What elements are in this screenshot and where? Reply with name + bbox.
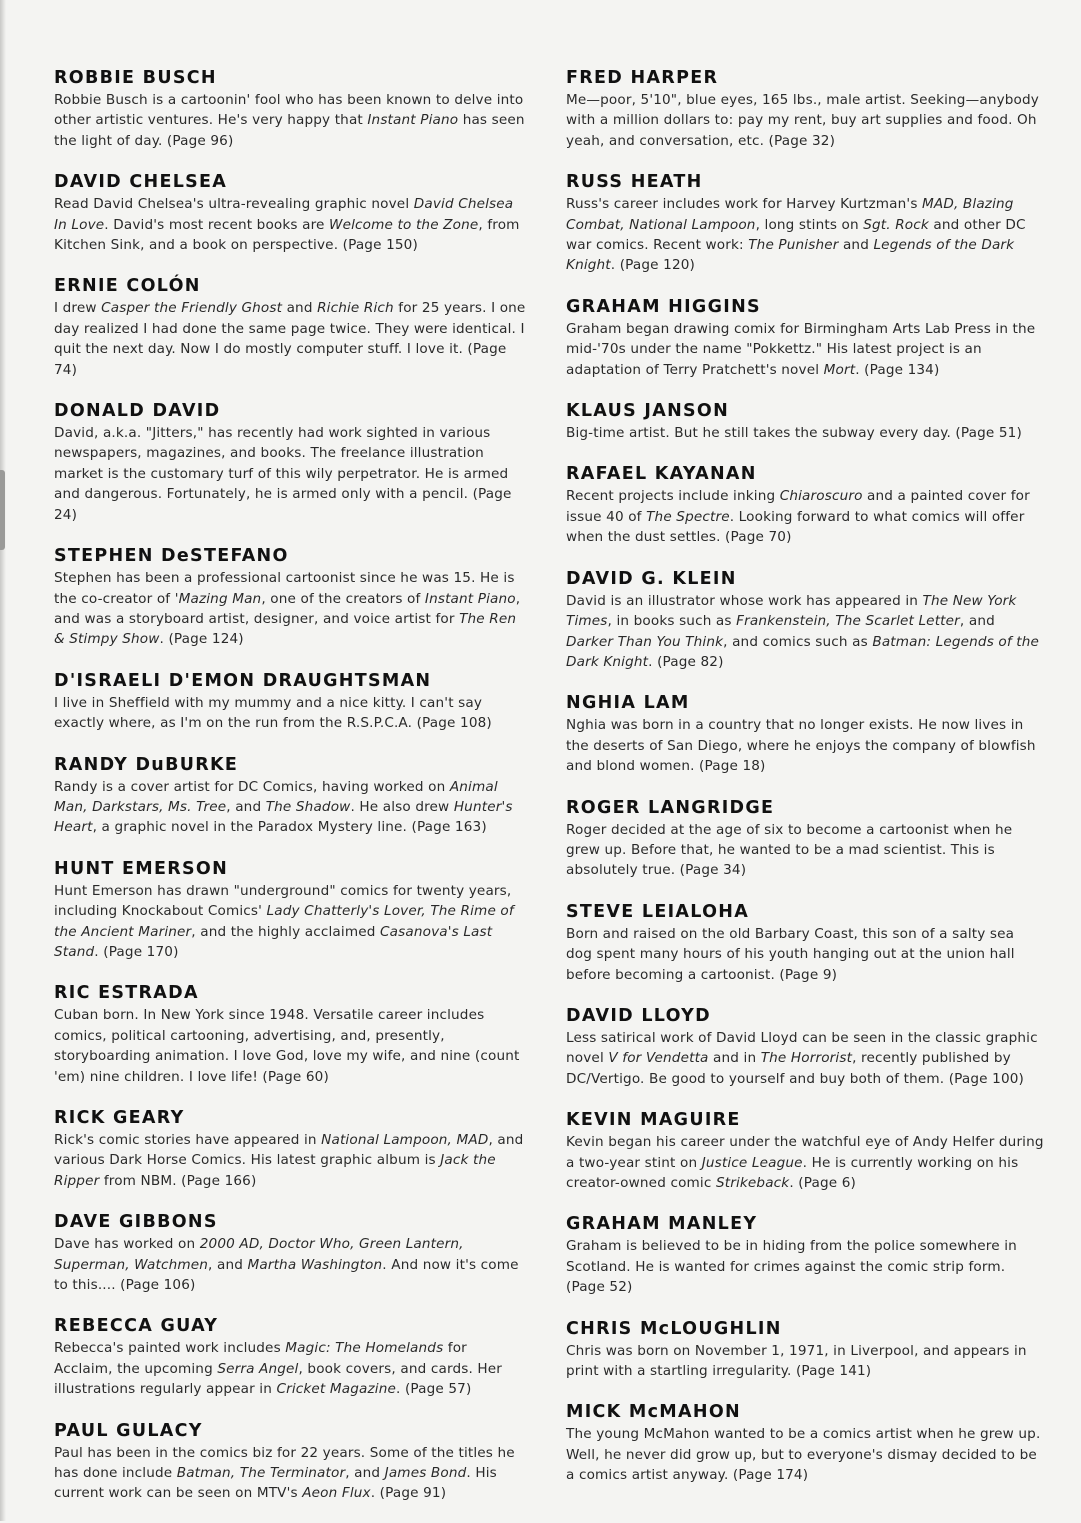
bio-text: Hunt Emerson has drawn "underground" comics for twenty years, including Knockabout Comics' — [54, 882, 512, 920]
bio-entry-ernie-colon — [54, 274, 530, 380]
bio-text: , recently published by DC/Vertigo. Be good to yourself and buy both of them. (Page 100) — [566, 1050, 1024, 1087]
bio-entry-david-lloyd — [566, 1004, 1044, 1089]
bio-text: Rebecca's painted work includes — [54, 1340, 286, 1357]
bio-entry-rick-geary — [54, 1106, 530, 1191]
contributor-name: DAVID G. KLEIN — [566, 568, 737, 589]
bio-title-text: Instant Piano — [367, 112, 459, 129]
bio-title-text: Frankenstein, The Scarlet Letter — [736, 613, 960, 630]
bio-title-text: Strikeback — [715, 1175, 790, 1191]
bio-text: Recent projects include inking — [566, 488, 780, 505]
contributor-bio — [566, 319, 1044, 380]
bio-title-text: Richie Rich — [317, 300, 394, 317]
contributor-bio — [54, 881, 530, 963]
bio-text: Cuban born. In New York since 1948. Versatile career includes comics, political cartooning, advertising, and, presently, storyboarding animation. I love God, love my wife, and nine (count 'em) nine children. I love life! (Page 60) — [54, 1007, 520, 1085]
bio-entry-hunt-emerson — [54, 857, 530, 963]
bio-entry-randy-duburke — [54, 753, 530, 838]
bio-entry-graham-higgins — [566, 295, 1044, 380]
left-column — [54, 66, 530, 1523]
bio-text: The young McMahon wanted to be a comics artist when he grew up. Well, he never did grow up, but to everyone's dismay decided to be a comics artist anyway. (Page 174) — [566, 1426, 1041, 1484]
bio-title-text: Justice League — [701, 1154, 803, 1171]
contributor-name: KLAUS JANSON — [566, 401, 730, 422]
bio-title-text: The New York Times — [566, 592, 1017, 630]
bio-entry-fred-harper — [566, 66, 1044, 151]
contributor-bio — [54, 298, 530, 380]
contributor-bio — [54, 568, 530, 650]
bio-text: has seen the light of day. (Page 96) — [54, 112, 525, 149]
bio-title-text: Jack the Ripper — [54, 1152, 496, 1189]
bio-title-text: David Chelsea In Love — [54, 196, 514, 233]
bio-text: and other DC war comics. Recent work: — [566, 216, 1026, 254]
bio-text: David, a.k.a. "Jitters," has recently had work sighted in various newspapers, magazines, and books. The freelance illustration market is the customary turf of this wily perpetrator. He is armed and dangerous. Fortunately, he is armed only with a pencil. (Page 24) — [54, 425, 512, 523]
bio-text: Less satirical work of David Lloyd can be seen in the classic graphic novel — [566, 1029, 1038, 1067]
bio-text: I live in Sheffield with my mummy and a nice kitty. I can't say exactly where, as I'm on the run from the R.S.P.C.A. (Page 108) — [54, 694, 492, 732]
contributor-bio — [566, 820, 1044, 881]
bio-text: , in books such as — [607, 613, 737, 630]
contributor-name: DAVID LLOYD — [566, 1005, 711, 1026]
bio-text: Robbie Busch is a cartoonin' fool who has been known to delve into other artistic ventures. He's very happy that — [54, 92, 524, 129]
bio-title-text: Aeon Flux — [302, 1485, 371, 1502]
bio-title-text: The Spectre — [646, 508, 730, 525]
bio-text: Graham began drawing comix for Birmingham Arts Lab Press in the mid-'70s under the name "Pokkettz." His latest project is an adaptation of Terry Pratchett's novel — [566, 320, 1036, 378]
bio-text: , and — [226, 798, 266, 815]
bio-title-text: The Horrorist — [760, 1050, 853, 1067]
bio-entry-ric-estrada — [54, 981, 530, 1087]
bio-text: . (Page 120) — [610, 257, 696, 274]
bio-title-text: Magic: The Homelands — [285, 1340, 444, 1357]
bio-text: Born and raised on the old Barbary Coast, this son of a salty sea dog spent many hours of his youth hanging out at the union hall before becoming a cartoonist. (Page 9) — [566, 925, 1015, 983]
bio-text: Read David Chelsea's ultra-revealing graphic novel — [54, 196, 414, 213]
right-column — [566, 66, 1044, 1505]
bio-text: , book covers, and cards. Her illustrations regularly appear in — [54, 1360, 503, 1398]
contributor-bio — [54, 194, 530, 255]
bio-entry-chris-mcloughlin — [566, 1317, 1044, 1382]
contributor-bio — [54, 1005, 530, 1087]
bio-text: Nghia was born in a country that no longer exists. He now lives in the deserts of San Diego, where he enjoys the company of blowfish and blond women. (Page 18) — [566, 717, 1036, 775]
contributor-name: RAFAEL KAYANAN — [566, 464, 757, 485]
bio-title-text: Instant Piano — [424, 590, 516, 607]
bio-text: . (Page 134) — [855, 361, 940, 378]
bio-text: and a painted cover for issue 40 of — [566, 488, 1030, 525]
bio-text: . (Page 82) — [648, 653, 724, 670]
bio-title-text: Animal Man, Darkstars, Ms. Tree — [54, 778, 498, 815]
contributor-bio — [566, 715, 1044, 776]
contributor-bio — [54, 777, 530, 838]
bio-entry-rafael-kayanan — [566, 462, 1044, 547]
contributor-name: DAVE GIBBONS — [54, 1212, 218, 1233]
contributor-bio — [566, 1236, 1044, 1297]
contributor-bio — [566, 423, 1044, 443]
bio-entry-klaus-janson — [566, 399, 1044, 443]
contributor-name: ROGER LANGRIDGE — [566, 797, 775, 818]
contributor-name: STEVE LEIALOHA — [566, 901, 750, 922]
bio-text: David is an illustrator whose work has appeared in — [566, 592, 923, 609]
contributor-name: KEVIN MAGUIRE — [566, 1110, 741, 1131]
contributor-bio — [54, 1130, 530, 1191]
bio-entry-mick-mcmahon — [566, 1400, 1044, 1485]
bio-title-text: Casper the Friendly Ghost — [101, 300, 283, 317]
bio-text: . (Page 6) — [789, 1175, 856, 1191]
bio-entry-david-chelsea — [54, 170, 530, 255]
contributor-name: RIC ESTRADA — [54, 983, 199, 1004]
contributor-bio — [566, 1341, 1044, 1382]
contributor-bio — [566, 1424, 1044, 1485]
bio-text: , a graphic novel in the Paradox Mystery line. (Page 163) — [92, 819, 487, 836]
bio-text: Kevin began his career under the watchful eye of Andy Helfer during a two-year stint on — [566, 1134, 1044, 1171]
bio-text: . (Page 57) — [396, 1381, 472, 1398]
bio-entry-russ-heath — [566, 170, 1044, 276]
bio-title-text: Hunter's Heart — [54, 798, 513, 836]
contributor-name: HUNT EMERSON — [54, 858, 229, 879]
contributor-bio — [54, 1338, 530, 1399]
contributor-name: D'ISRAELI D'EMON DRAUGHTSMAN — [54, 670, 432, 691]
contributor-bio — [54, 423, 530, 525]
bio-text: , and — [959, 613, 995, 630]
bio-entry-roger-langridge — [566, 796, 1044, 881]
bio-text: . (Page 170) — [94, 943, 179, 960]
bio-entry-rebecca-guay — [54, 1314, 530, 1399]
contributor-name: REBECCA GUAY — [54, 1316, 219, 1337]
contributor-name: ROBBIE BUSCH — [54, 68, 217, 88]
contributor-name: CHRIS McLOUGHLIN — [566, 1318, 782, 1339]
bio-text: Graham is believed to be in hiding from the police somewhere in Scotland. He is wanted for crimes against the comic strip form. (Page 52) — [566, 1238, 1017, 1296]
bio-entry-robbie-busch — [54, 66, 530, 151]
bio-text: Chris was born on November 1, 1971, in Liverpool, and appears in print with a startling irregularity. (Page 141) — [566, 1342, 1027, 1380]
bio-text: Randy is a cover artist for DC Comics, having worked on — [54, 778, 450, 795]
bio-text: and — [838, 237, 874, 254]
bio-entry-nghia-lam — [566, 691, 1044, 776]
bio-text: for Acclaim, the upcoming — [54, 1340, 467, 1377]
bio-text: , and comics such as — [723, 633, 873, 650]
bio-text: , and — [208, 1256, 248, 1273]
bio-title-text: The Ren & Stimpy Show — [54, 610, 517, 648]
bio-entry-paul-gulacy — [54, 1419, 530, 1504]
bio-text: , and the highly acclaimed — [191, 923, 380, 940]
contributor-name: STEPHEN DeSTEFANO — [54, 546, 289, 567]
bio-text: . He also drew — [350, 798, 454, 815]
bio-title-text: MAD, Blazing Combat, National Lampoon — [566, 196, 1014, 233]
bio-text: , long stints on — [755, 216, 864, 233]
bio-text: Paul has been in the comics biz for 22 years. Some of the titles he has done include — [54, 1444, 515, 1482]
bio-entry-kevin-maguire — [566, 1108, 1044, 1193]
bio-text: I drew — [54, 300, 102, 317]
contributor-name: GRAHAM MANLEY — [566, 1214, 758, 1235]
bio-entry-david-g-klein — [566, 567, 1044, 673]
bio-title-text: Cricket Magazine — [276, 1381, 396, 1398]
bio-text: , one of the creators of — [261, 590, 425, 607]
bio-title-text: Martha Washington — [247, 1256, 383, 1273]
contributor-name: PAUL GULACY — [54, 1420, 203, 1441]
contributor-name: DONALD DAVID — [54, 401, 221, 422]
contributor-bio — [54, 1234, 530, 1295]
bio-entry-steve-leialoha — [566, 900, 1044, 985]
bio-text: . And now it's come to this.... (Page 106) — [54, 1256, 519, 1294]
bio-entry-dave-gibbons — [54, 1210, 530, 1295]
bio-text: . David's most recent books are — [104, 216, 330, 233]
contributor-bio — [54, 693, 530, 734]
bio-text: Big-time artist. But he still takes the subway every day. (Page 51) — [566, 425, 1022, 442]
bio-text: Roger decided at the age of six to become a cartoonist when he grew up. Before that, he wanted to be a mad scientist. This is absolutely true. (Page 34) — [566, 821, 1013, 879]
bio-title-text: Casanova's Last Stand — [54, 923, 493, 960]
bio-text: and in — [708, 1050, 761, 1067]
bio-title-text: Legends of the Dark Knight — [566, 237, 1015, 274]
contributor-name: GRAHAM HIGGINS — [566, 296, 761, 317]
bio-text: for 25 years. I one day realized I had done the same page twice. They were identical. I quit the next day. Now I do mostly computer stuff. I love it. (Page 74) — [54, 300, 526, 378]
bio-entry-donald-david — [54, 399, 530, 525]
bio-entry-graham-manley — [566, 1212, 1044, 1297]
contributor-bio — [566, 1132, 1044, 1193]
bio-text: , and — [345, 1465, 385, 1482]
bio-title-text: 2000 AD, Doctor Who, Green Lantern, Superman, Watchmen — [54, 1236, 464, 1273]
bio-title-text: Welcome to the Zone — [329, 216, 479, 233]
contributor-name: RANDY DuBURKE — [54, 754, 239, 775]
contributor-name: RICK GEARY — [54, 1108, 185, 1128]
bio-title-text: Mort — [823, 361, 856, 378]
binding-shadow — [0, 470, 5, 550]
bio-text: , from Kitchen Sink, and a book on perspective. (Page 150) — [54, 216, 520, 254]
contributor-name: DAVID CHELSEA — [54, 172, 228, 193]
contributor-name: ERNIE COLÓN — [54, 276, 201, 297]
bio-text: Me—poor, 5'10", blue eyes, 165 lbs., male artist. Seeking—anybody with a million dollars to: pay my rent, buy art supplies and food. Oh yeah, and conversation, etc. (Page 32) — [566, 92, 1039, 149]
bio-text: . His current work can be seen on MTV's — [54, 1465, 497, 1502]
bio-text: , and various Dark Horse Comics. His latest graphic album is — [54, 1132, 524, 1169]
bio-title-text: Sgt. Rock — [863, 216, 929, 233]
bio-entry-stephen-destefano — [54, 544, 530, 650]
bio-title-text: Chiaroscuro — [779, 488, 863, 505]
bio-title-text: National Lampoon, MAD — [321, 1132, 489, 1148]
bio-title-text: The Punisher — [748, 237, 839, 254]
contributor-bio — [566, 924, 1044, 985]
page-binding-edge — [0, 0, 6, 1521]
bio-text: . He is currently working on his creator-owned comic — [566, 1154, 1019, 1191]
contributor-name: RUSS HEATH — [566, 172, 703, 193]
bio-text: Stephen has been a professional cartoonist since he was 15. He is the co-creator of — [54, 570, 515, 607]
contributor-name: NGHIA LAM — [566, 693, 690, 714]
contributor-bio — [54, 1443, 530, 1504]
bio-text: Dave has worked on — [54, 1236, 200, 1253]
bio-text: and — [282, 300, 318, 317]
contributor-name: MICK McMAHON — [566, 1402, 741, 1423]
contributor-bio — [566, 591, 1044, 673]
contributor-bio — [566, 1028, 1044, 1089]
bio-text: . (Page 124) — [159, 631, 244, 648]
contributor-bio — [566, 90, 1044, 151]
bio-text: from NBM. (Page 166) — [99, 1172, 257, 1189]
bio-text: , and was a storyboard artist, designer, and voice artist for — [54, 590, 521, 627]
bio-text: Rick's comic stories have appeared in — [54, 1132, 322, 1148]
contributor-name: FRED HARPER — [566, 68, 719, 88]
contributor-bio — [566, 194, 1044, 276]
contributor-bio — [566, 486, 1044, 547]
bio-title-text: The Shadow — [265, 798, 351, 815]
bio-title-text: Batman: Legends of the Dark Knight — [566, 633, 1040, 670]
bio-text: Russ's career includes work for Harvey Kurtzman's — [566, 196, 923, 213]
bio-title-text: Lady Chatterly's Lover, The Rime of the Ancient Mariner — [54, 903, 514, 940]
bio-entry-d-israeli-d-emon-draughtsman — [54, 669, 530, 734]
bio-title-text: 'Mazing Man — [174, 590, 262, 607]
bio-title-text: Batman, The Terminator — [176, 1465, 346, 1482]
contributor-bio — [54, 90, 530, 151]
bio-text: . (Page 91) — [370, 1485, 447, 1502]
bio-title-text: Serra Angel — [217, 1360, 299, 1377]
bio-title-text: James Bond — [384, 1465, 467, 1482]
bio-text: . Looking forward to what comics will offer when the dust settles. (Page 70) — [566, 508, 1025, 546]
bio-title-text: V for Vendetta — [608, 1050, 709, 1067]
bio-title-text: Darker Than You Think — [566, 633, 724, 650]
